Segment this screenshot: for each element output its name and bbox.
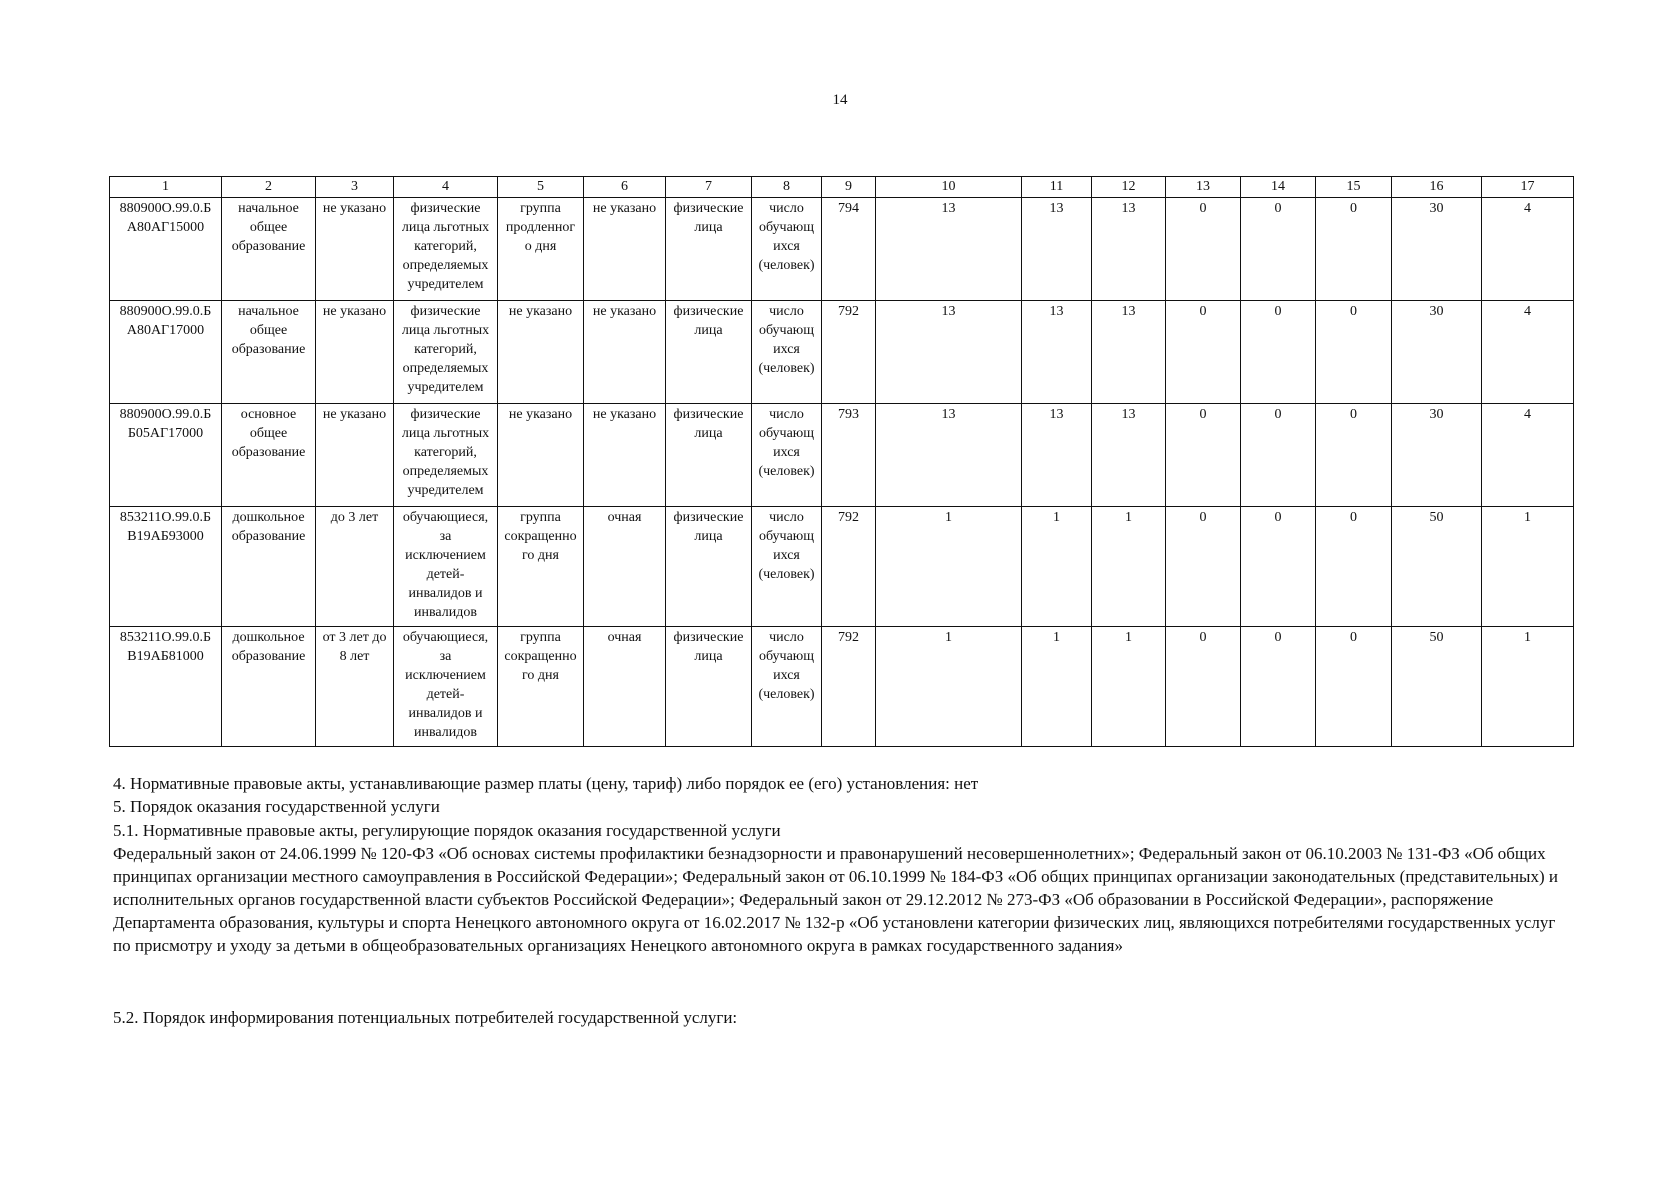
table-cell: 792 bbox=[822, 627, 876, 747]
table-cell: число обучающ ихся (человек) bbox=[752, 627, 822, 747]
table-cell: число обучающ ихся (человек) bbox=[752, 301, 822, 404]
table-row bbox=[110, 198, 1574, 301]
table-cell: 794 bbox=[822, 198, 876, 301]
table-cell: начальное общее образование bbox=[222, 198, 316, 301]
table-row bbox=[110, 404, 1574, 507]
table-cell: 0 bbox=[1316, 507, 1392, 627]
table-cell: не указано bbox=[498, 404, 584, 507]
column-header-12: 12 bbox=[1092, 177, 1166, 198]
table-cell: физические лица bbox=[666, 507, 752, 627]
table-cell: физические лица льготных категорий, определяемых учредителем bbox=[394, 404, 498, 507]
table-cell: 1 bbox=[1482, 507, 1574, 627]
column-header-15: 15 bbox=[1316, 177, 1392, 198]
table-cell: 13 bbox=[876, 301, 1022, 404]
table-cell: 1 bbox=[1092, 507, 1166, 627]
table-cell: 853211О.99.0.Б В19АБ81000 bbox=[110, 627, 222, 747]
table-cell: 50 bbox=[1392, 627, 1482, 747]
table-cell: очная bbox=[584, 507, 666, 627]
column-header-6: 6 bbox=[584, 177, 666, 198]
table-cell: 0 bbox=[1316, 198, 1392, 301]
table-cell: физические лица льготных категорий, определяемых учредителем bbox=[394, 301, 498, 404]
table-cell: 792 bbox=[822, 301, 876, 404]
table-cell: не указано bbox=[316, 404, 394, 507]
table-cell: 13 bbox=[1092, 301, 1166, 404]
column-header-2: 2 bbox=[222, 177, 316, 198]
column-header-3: 3 bbox=[316, 177, 394, 198]
section-5-1-body bbox=[113, 842, 1573, 957]
table-cell: 0 bbox=[1241, 198, 1316, 301]
table-cell: 0 bbox=[1241, 627, 1316, 747]
table-cell: 0 bbox=[1166, 627, 1241, 747]
table-cell: не указано bbox=[316, 198, 394, 301]
column-header-5: 5 bbox=[498, 177, 584, 198]
table-cell: число обучающ ихся (человек) bbox=[752, 404, 822, 507]
table-cell: 13 bbox=[876, 404, 1022, 507]
table-header bbox=[110, 177, 1574, 198]
table-cell: 4 bbox=[1482, 301, 1574, 404]
table-cell: очная bbox=[584, 627, 666, 747]
table-cell: 853211О.99.0.Б В19АБ93000 bbox=[110, 507, 222, 627]
column-header-9: 9 bbox=[822, 177, 876, 198]
table-cell: 1 bbox=[1022, 627, 1092, 747]
column-header-1: 1 bbox=[110, 177, 222, 198]
table-cell: 0 bbox=[1241, 404, 1316, 507]
table-cell: группа сокращенно го дня bbox=[498, 507, 584, 627]
column-header-13: 13 bbox=[1166, 177, 1241, 198]
table-cell: 1 bbox=[1482, 627, 1574, 747]
table-cell: 0 bbox=[1166, 507, 1241, 627]
service-volume-table bbox=[109, 176, 1574, 747]
section-5-1-heading: 5.1. Нормативные правовые акты, регулирующие порядок оказания государственной услуги bbox=[113, 821, 781, 840]
column-header-11: 11 bbox=[1022, 177, 1092, 198]
table-cell: 30 bbox=[1392, 404, 1482, 507]
table-cell: физические лица bbox=[666, 198, 752, 301]
table-cell: физические лица льготных категорий, определяемых учредителем bbox=[394, 198, 498, 301]
column-header-7: 7 bbox=[666, 177, 752, 198]
table-cell: физические лица bbox=[666, 301, 752, 404]
table-cell: 0 bbox=[1241, 507, 1316, 627]
table-cell: не указано bbox=[584, 198, 666, 301]
table-cell: 0 bbox=[1316, 301, 1392, 404]
table-cell: 1 bbox=[1022, 507, 1092, 627]
table-cell: 1 bbox=[876, 627, 1022, 747]
table-cell: 13 bbox=[1092, 404, 1166, 507]
table-cell: начальное общее образование bbox=[222, 301, 316, 404]
table-cell: 880900О.99.0.Б А80АГ15000 bbox=[110, 198, 222, 301]
table-cell: не указано bbox=[498, 301, 584, 404]
column-header-17: 17 bbox=[1482, 177, 1574, 198]
section-5-2-informing bbox=[113, 1006, 1573, 1029]
table-cell: 13 bbox=[1092, 198, 1166, 301]
table-cell: 880900О.99.0.Б Б05АГ17000 bbox=[110, 404, 222, 507]
column-header-14: 14 bbox=[1241, 177, 1316, 198]
table-cell: 0 bbox=[1166, 301, 1241, 404]
table-cell: группа продленног о дня bbox=[498, 198, 584, 301]
section-5-1-acts bbox=[113, 819, 1573, 842]
table-cell: 50 bbox=[1392, 507, 1482, 627]
table-cell: не указано bbox=[316, 301, 394, 404]
section-5-procedure bbox=[113, 795, 1573, 818]
header-row bbox=[110, 177, 1574, 198]
table-cell: 0 bbox=[1316, 404, 1392, 507]
table-cell: число обучающ ихся (человек) bbox=[752, 507, 822, 627]
table-cell: дошкольное образование bbox=[222, 507, 316, 627]
section-5-heading: 5. Порядок оказания государственной услуги bbox=[113, 797, 440, 816]
table-cell: 13 bbox=[1022, 404, 1092, 507]
table-cell: от 3 лет до 8 лет bbox=[316, 627, 394, 747]
table-cell: физические лица bbox=[666, 404, 752, 507]
table-cell: 792 bbox=[822, 507, 876, 627]
table-cell: 1 bbox=[1092, 627, 1166, 747]
column-header-16: 16 bbox=[1392, 177, 1482, 198]
column-header-4: 4 bbox=[394, 177, 498, 198]
table-body bbox=[110, 198, 1574, 747]
section-5-1-laws-text: Федеральный закон от 24.06.1999 № 120-ФЗ «Об основах системы профилактики безнадзорности и правонарушений несовершеннолетних»; Федеральный закон от 06.10.2003 № 131-ФЗ «Об общих принципах организации местного самоуправления в Российской Федерации»; Федеральный закон от 06.10.1999 № 184-ФЗ «Об общих принципах организации законодательных (представительных) и исполнительных органов государственной власти субъектов Российской Федерации»; Федеральный закон от 29.12.2012 № 273-ФЗ «Об образовании в Российской Федерации», распоряжение Департамента образования, культуры и спорта Ненецкого автономного округа от 16.02.2017 № 132-р «Об установлени категории физических лиц, являющихся потребителями государственных услуг по присмотру и уходу за детьми в общеобразовательных организациях Ненецкого автономного округа в рамках государственного задания» bbox=[113, 844, 1558, 955]
table-row bbox=[110, 301, 1574, 404]
column-header-8: 8 bbox=[752, 177, 822, 198]
table-cell: обучающиеся, за исключением детей- инвалидов и инвалидов bbox=[394, 627, 498, 747]
table-cell: не указано bbox=[584, 404, 666, 507]
table-cell: 13 bbox=[1022, 301, 1092, 404]
table-cell: 13 bbox=[876, 198, 1022, 301]
table-cell: 880900О.99.0.Б А80АГ17000 bbox=[110, 301, 222, 404]
table-cell: 4 bbox=[1482, 198, 1574, 301]
table-cell: 0 bbox=[1166, 404, 1241, 507]
column-header-10: 10 bbox=[876, 177, 1022, 198]
table-cell: группа сокращенно го дня bbox=[498, 627, 584, 747]
table-cell: не указано bbox=[584, 301, 666, 404]
page-number: 14 bbox=[832, 92, 848, 108]
table-row bbox=[110, 507, 1574, 627]
section-4-text: 4. Нормативные правовые акты, устанавливающие размер платы (цену, тариф) либо порядок ее (его) установления: нет bbox=[113, 774, 979, 793]
table-cell: 4 bbox=[1482, 404, 1574, 507]
table-cell: 1 bbox=[876, 507, 1022, 627]
table-cell: 793 bbox=[822, 404, 876, 507]
table-cell: до 3 лет bbox=[316, 507, 394, 627]
table-cell: обучающиеся, за исключением детей- инвалидов и инвалидов bbox=[394, 507, 498, 627]
table-cell: 0 bbox=[1316, 627, 1392, 747]
table-cell: основное общее образование bbox=[222, 404, 316, 507]
table-cell: физические лица bbox=[666, 627, 752, 747]
table-cell: 0 bbox=[1241, 301, 1316, 404]
table-cell: 30 bbox=[1392, 301, 1482, 404]
table-cell: дошкольное образование bbox=[222, 627, 316, 747]
section-4-fees bbox=[113, 772, 1573, 795]
table-cell: 30 bbox=[1392, 198, 1482, 301]
table-cell: 13 bbox=[1022, 198, 1092, 301]
section-5-2-heading: 5.2. Порядок информирования потенциальных потребителей государственной услуги: bbox=[113, 1008, 738, 1027]
table-row bbox=[110, 627, 1574, 747]
table-cell: 0 bbox=[1166, 198, 1241, 301]
table-cell: число обучающ ихся (человек) bbox=[752, 198, 822, 301]
